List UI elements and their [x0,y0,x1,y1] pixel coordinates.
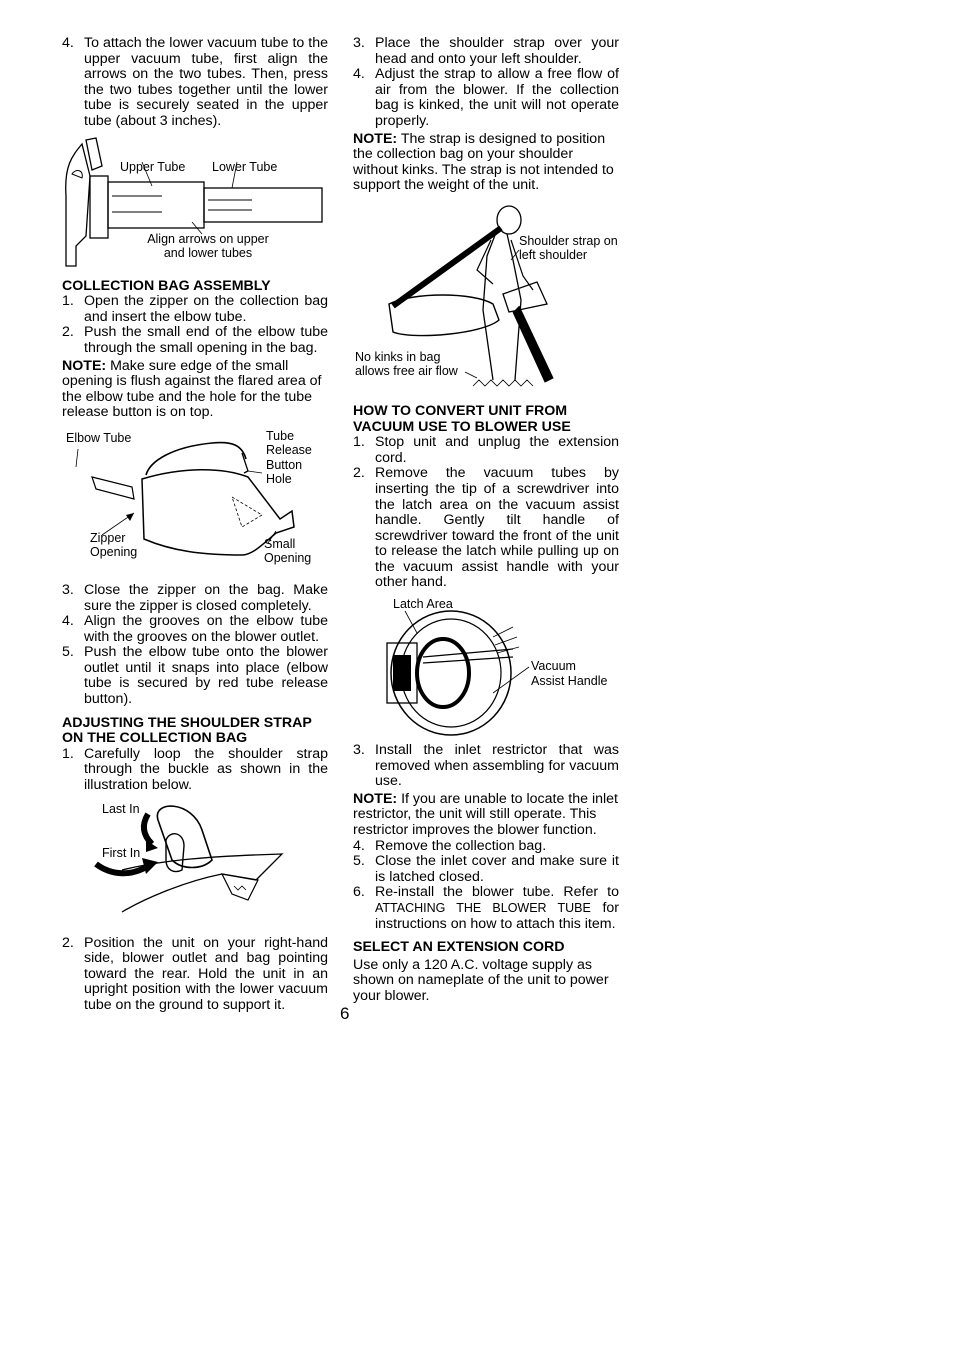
figure-collection-bag [62,427,328,577]
bag-steps-list-2 [62,583,328,708]
note-strap-design: NOTE: The strap is designed to position the collection bag on your shoulder without kinks. The strap is not intended to support the weight of the unit. [353,130,614,194]
bag-step-4: 4. Align the grooves on the elbow tube with the grooves on the blower outlet. [62,613,328,645]
strap-buckle-illustration [62,800,328,930]
step-attach-tubes: 4. To attach the lower vacuum tube to the upper vacuum tube, first align the arrows on the two tubes. Then, press the two tubes together until the lower tube is securely seated in the upper tube (about 3 inches). [62,35,328,129]
left-column [62,36,328,1014]
strap-step-3: 3. Place the shoulder strap over your head and onto your left shoulder. [353,35,619,67]
label-vacuum-assist-handle: Vacuum Assist Handle [531,659,608,688]
convert-step-1: 1. Stop unit and unplug the extension cord. [353,434,619,466]
label-elbow-tube: Elbow Tube [66,430,132,445]
label-shoulder-strap: Shoulder strap on left shoulder [519,233,618,263]
extension-cord-text: Use only a 120 A.C. voltage supply as shown on nameplate of the unit to power your blower. [353,956,609,1004]
bag-steps-list [62,294,328,356]
label-upper-tube: Upper Tube [120,159,186,174]
figure-strap-buckle [62,800,328,930]
convert-step-4: 4. Remove the collection bag. [353,837,547,854]
strap-step-2: 2. Position the unit on your right-hand side, blower outlet and bag pointing toward the rear. Hold the unit in an upright position with the lower vacuum tube on the ground to support it. [62,934,328,1013]
bag-step-3: 3. Close the zipper on the bag. Make sure the zipper is closed completely. [62,581,328,614]
note-small-opening: NOTE: Make sure edge of the small opening is flush against the flared area of the elbow tube and the hole for the tube release button is on top. [62,357,322,421]
bag-step-1: 1. Open the zipper on the collection bag and insert the elbow tube. [62,293,328,325]
label-small-opening: Small Opening [264,536,312,566]
bag-step-2: 2. Push the small end of the elbow tube through the small opening in the bag. [62,324,328,356]
section-title-collection-bag: COLLECTION BAG ASSEMBLY [62,277,271,294]
label-latch-area: Latch Area [393,597,453,612]
label-no-kinks: No kinks in bag allows free air flow [355,349,458,379]
strap-step-1: 1. Carefully loop the shoulder strap through the buckle as shown in the illustration below. [62,745,328,794]
label-zipper-opening: Zipper Opening [90,530,138,560]
page-number: 6 [340,1004,350,1023]
convert-step-5: 5. Close the inlet cover and make sure it is latched closed. [353,853,619,885]
strap-step-4: 4. Adjust the strap to allow a free flow of air from the blower. If the collection bag is kinked, the unit will not operate properly. [353,66,619,129]
convert-step-3: 3. Install the inlet restrictor that was removed when assembling for vacuum use. [353,742,619,790]
figure-person-with-bag [353,200,619,396]
note-inlet-restrictor: NOTE: If you are unable to locate the inlet restrictor, the unit will still operate. This restrictor improves the blower function. [353,790,618,839]
section-title-extension-cord: SELECT AN EXTENSION CORD [353,939,565,956]
convert-step-2: 2. Remove the vacuum tubes by inserting the tip of a screwdriver into the latch area on the vacuum assist handle. Gently tilt handle of screwdriver toward the front of the unit to release the latch while pulling up on the vacuum assist handle with your other hand. [353,465,619,591]
label-last-in: Last In [102,801,140,816]
convert-step-6: 6. Re-install the blower tube. Refer to ATTACHING THE BLOWER TUBE for instructions on how to attach this item. [353,884,619,932]
label-lower-tube: Lower Tube [212,159,278,174]
right-column [353,36,619,1005]
bag-step-5: 5. Push the elbow tube onto the blower outlet until it snaps into place (elbow tube is secured by red tube release button). [62,644,328,708]
figure-latch-area [353,597,619,737]
label-tube-release-button-hole: Tube Release Button Hole [266,428,312,487]
figure-tubes [62,136,328,271]
label-first-in: First In [102,845,141,860]
label-align-arrows: Align arrows on upper and lower tubes [147,231,269,261]
section-title-convert: HOW TO CONVERT UNIT FROM VACUUM USE TO BLOWER USE [353,402,571,435]
reference-attaching-blower-tube: ATTACHING THE BLOWER TUBE [375,901,591,915]
section-title-shoulder-strap: ADJUSTING THE SHOULDER STRAP ON THE COLLECTION BAG [62,714,312,747]
